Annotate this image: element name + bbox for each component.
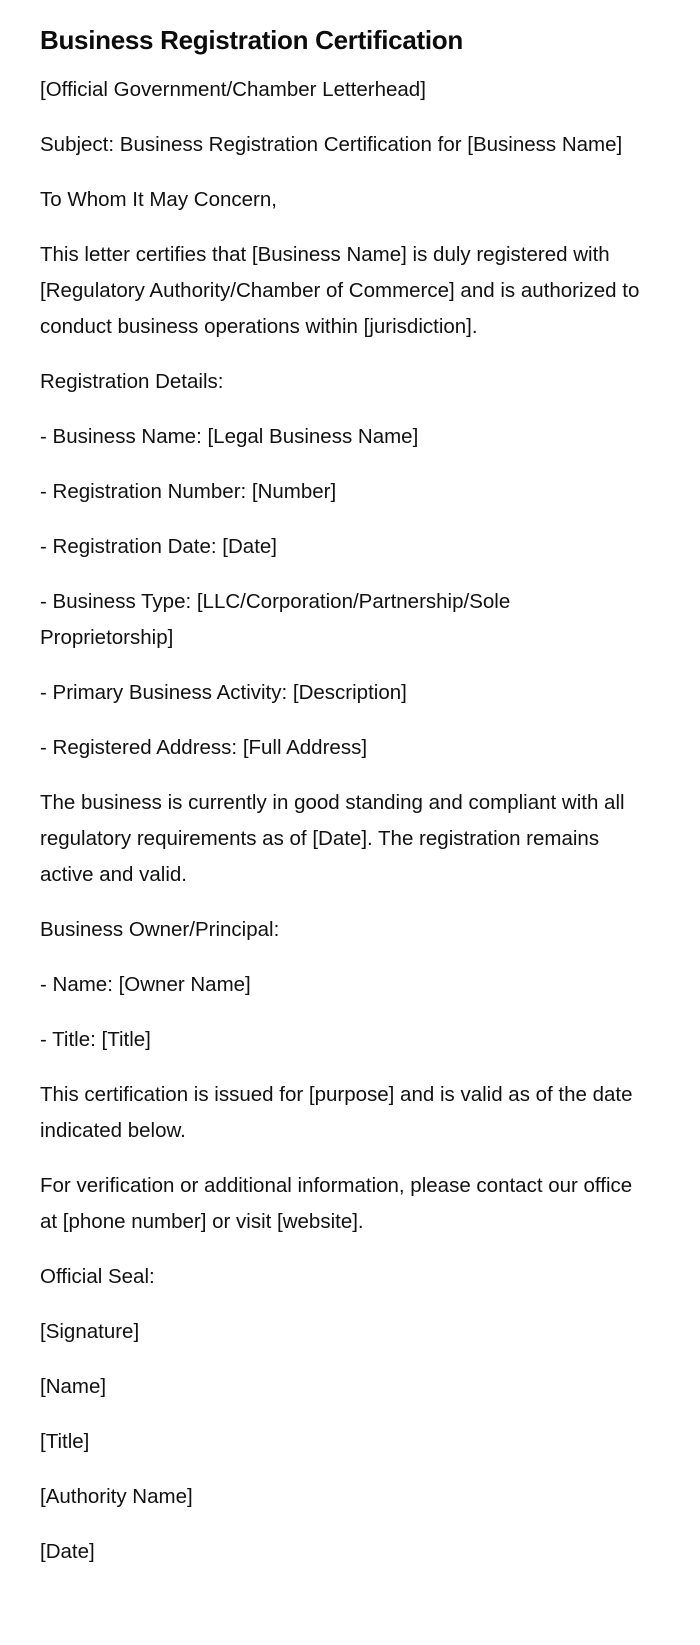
- purpose-paragraph: This certification is issued for [purpose] and is valid as of the date indicated below.: [40, 1083, 633, 1142]
- letterhead-placeholder: [Official Government/Chamber Letterhead]: [40, 78, 426, 101]
- registration-details-heading: Registration Details:: [40, 370, 224, 393]
- registration-item-number: - Registration Number: [Number]: [40, 480, 337, 503]
- registration-item-activity: - Primary Business Activity: [Description]: [40, 681, 407, 704]
- owner-item-name: - Name: [Owner Name]: [40, 973, 251, 996]
- registration-item-business-name: - Business Name: [Legal Business Name]: [40, 425, 419, 448]
- date-placeholder: [Date]: [40, 1540, 95, 1563]
- subject-line: Subject: Business Registration Certification for [Business Name]: [40, 133, 623, 156]
- verification-paragraph: For verification or additional information, please contact our office at [phone number] or visit [website].: [40, 1174, 633, 1233]
- signer-title-placeholder: [Title]: [40, 1430, 90, 1453]
- certification-document: [40, 18, 640, 1589]
- owner-item-title: - Title: [Title]: [40, 1028, 151, 1051]
- signer-name-placeholder: [Name]: [40, 1375, 107, 1398]
- document-title: Business Registration Certification: [40, 25, 463, 55]
- authority-name-placeholder: [Authority Name]: [40, 1485, 193, 1508]
- registration-item-address: - Registered Address: [Full Address]: [40, 736, 368, 759]
- intro-paragraph: This letter certifies that [Business Name] is duly registered with [Regulatory Authority/Chamber of Commerce] and is authorized to conduct business operations within [jurisdiction].: [40, 243, 640, 338]
- official-seal-label: Official Seal:: [40, 1265, 155, 1288]
- signature-placeholder: [Signature]: [40, 1320, 140, 1343]
- registration-item-date: - Registration Date: [Date]: [40, 535, 277, 558]
- owner-heading: Business Owner/Principal:: [40, 918, 280, 941]
- salutation: To Whom It May Concern,: [40, 188, 277, 211]
- registration-item-business-type: - Business Type: [LLC/Corporation/Partnership/Sole Proprietorship]: [40, 590, 511, 649]
- standing-paragraph: The business is currently in good standing and compliant with all regulatory requirements as of [Date]. The registration remains active and valid.: [40, 791, 625, 886]
